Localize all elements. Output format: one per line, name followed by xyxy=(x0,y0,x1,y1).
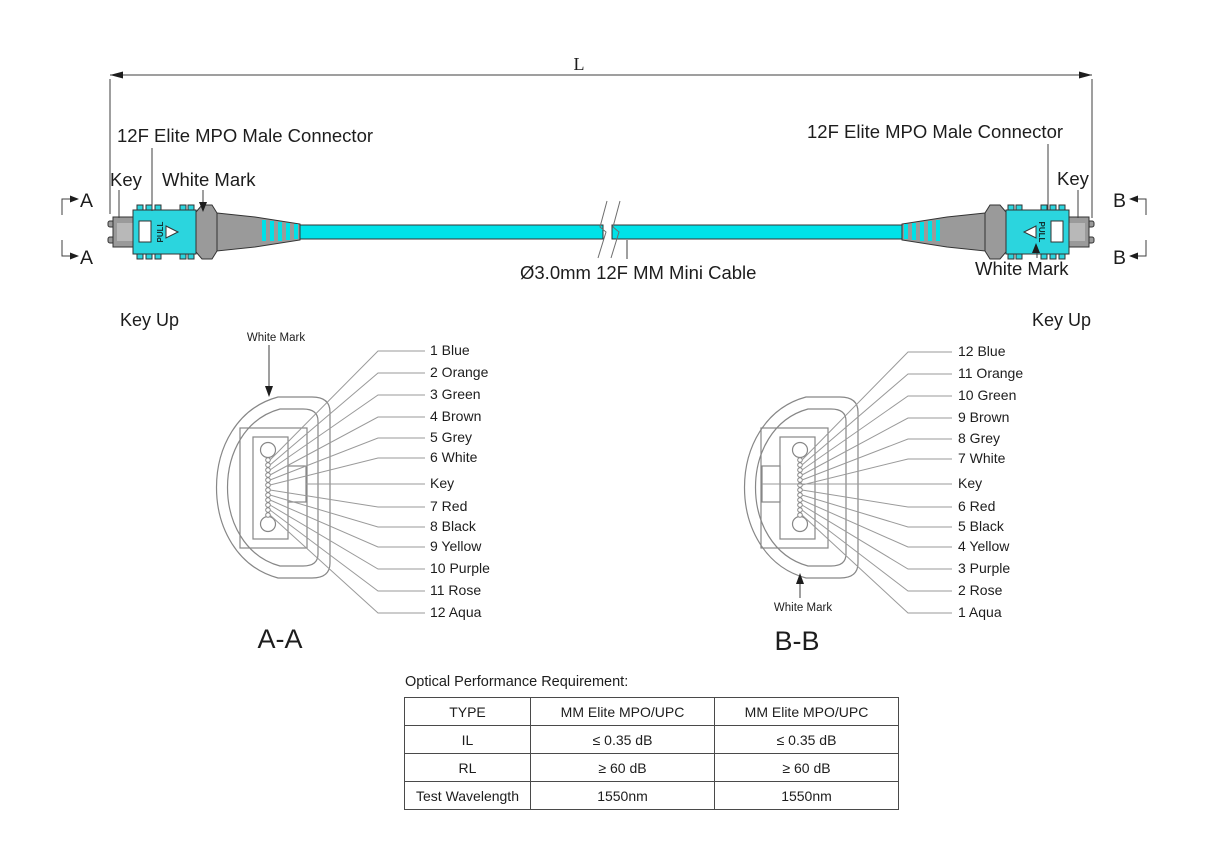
row-label-cell: Test Wavelength xyxy=(405,782,531,810)
section-b-bottom-label: B xyxy=(1113,247,1127,269)
header-cell: MM Elite MPO/UPC xyxy=(531,698,715,726)
left-ferrule-face xyxy=(117,223,135,241)
aa-label-6: 6 White xyxy=(430,449,478,465)
bb-label-key: Key xyxy=(958,475,983,491)
aa-label-4: 4 Brown xyxy=(430,408,482,424)
left-collar xyxy=(196,205,217,259)
value-cell: ≤ 0.35 dB xyxy=(715,726,899,754)
left-connector xyxy=(108,205,300,259)
value-cell: ≥ 60 dB xyxy=(531,754,715,782)
length-label: L xyxy=(573,54,585,74)
aa-label-2: 2 Orange xyxy=(430,364,489,380)
right-connector-label: 12F Elite MPO Male Connector xyxy=(807,121,1064,142)
section-b-top-label: B xyxy=(1113,190,1127,212)
right-collar xyxy=(985,205,1006,259)
bb-fiber-labels xyxy=(958,343,1023,620)
aa-label-key: Key xyxy=(430,475,455,491)
bb-label-8: 8 Grey xyxy=(958,430,1001,446)
aa-caption: A-A xyxy=(257,624,303,654)
left-callouts xyxy=(110,125,373,218)
performance-table-section xyxy=(404,674,896,810)
aa-label-10: 10 Purple xyxy=(430,560,490,576)
section-a-top-label: A xyxy=(80,190,94,212)
bb-label-9: 9 Brown xyxy=(958,409,1010,425)
left-connector-label: 12F Elite MPO Male Connector xyxy=(117,125,374,146)
aa-label-8: 8 Black xyxy=(430,518,476,534)
bb-guide-hole-bottom xyxy=(793,517,808,532)
dimension-arrow-right-icon xyxy=(1079,72,1092,79)
bb-fiber-dots xyxy=(798,458,803,518)
table-row xyxy=(405,754,899,782)
bb-label-4: 4 Yellow xyxy=(958,538,1010,554)
section-a-bottom-label: A xyxy=(80,247,94,269)
aa-label-7: 7 Red xyxy=(430,498,468,514)
cable-right-segment xyxy=(612,225,902,239)
aa-label-1: 1 Blue xyxy=(430,342,470,358)
value-cell: 1550nm xyxy=(531,782,715,810)
performance-table xyxy=(404,697,899,810)
bb-end-view xyxy=(745,310,1092,656)
bb-label-2: 2 Rose xyxy=(958,582,1003,598)
right-ferrule-face xyxy=(1067,223,1085,241)
bb-white-mark-label: White Mark xyxy=(773,602,833,614)
dimension-arrow-left-icon xyxy=(110,72,123,79)
performance-table-title: Optical Performance Requirement: xyxy=(405,674,629,690)
header-cell: TYPE xyxy=(405,698,531,726)
row-label-cell: IL xyxy=(405,726,531,754)
aa-end-view xyxy=(120,310,490,654)
aa-white-mark-arrow-icon xyxy=(265,386,273,397)
value-cell: ≤ 0.35 dB xyxy=(531,726,715,754)
bb-key-up-label: Key Up xyxy=(1032,310,1092,330)
bb-label-3: 3 Purple xyxy=(958,560,1011,576)
left-pull-label: PULL xyxy=(156,221,165,243)
bb-label-5: 5 Black xyxy=(958,518,1004,534)
bb-label-10: 10 Green xyxy=(958,387,1017,403)
left-white-mark-label: White Mark xyxy=(162,169,256,190)
aa-label-11: 11 Rose xyxy=(430,582,482,598)
right-white-mark-label: White Mark xyxy=(975,258,1069,279)
cable-left-segment xyxy=(300,225,603,239)
header-cell: MM Elite MPO/UPC xyxy=(715,698,899,726)
right-white-mark xyxy=(1051,221,1063,242)
table-row xyxy=(405,782,899,810)
right-connector xyxy=(902,205,1094,259)
aa-guide-hole-top xyxy=(261,443,276,458)
aa-key-tab xyxy=(288,466,306,502)
bb-guide-hole-top xyxy=(793,443,808,458)
bb-label-1: 1 Aqua xyxy=(958,604,1002,620)
aa-label-5: 5 Grey xyxy=(430,429,473,445)
right-key-label: Key xyxy=(1057,168,1089,189)
left-key-label: Key xyxy=(110,169,142,190)
table-header-row xyxy=(405,698,899,726)
bb-label-6: 6 Red xyxy=(958,498,996,514)
value-cell: ≥ 60 dB xyxy=(715,754,899,782)
aa-ferrule-face xyxy=(253,437,288,539)
aa-guide-hole-bottom xyxy=(261,517,276,532)
aa-label-9: 9 Yellow xyxy=(430,538,482,554)
row-label-cell: RL xyxy=(405,754,531,782)
bb-label-12: 12 Blue xyxy=(958,343,1006,359)
aa-key-up-label: Key Up xyxy=(120,310,180,330)
aa-fiber-dots xyxy=(266,458,271,518)
bb-caption: B-B xyxy=(774,626,820,656)
aa-label-12: 12 Aqua xyxy=(430,604,482,620)
left-white-mark xyxy=(139,221,151,242)
aa-outer-shell xyxy=(217,397,331,578)
aa-fiber-labels xyxy=(430,342,490,620)
aa-white-mark-label: White Mark xyxy=(246,332,306,344)
table-row xyxy=(405,726,899,754)
bb-label-11: 11 Orange xyxy=(958,365,1024,381)
cable-label: Ø3.0mm 12F MM Mini Cable xyxy=(520,262,757,283)
bb-leader-lines xyxy=(762,352,952,613)
cable xyxy=(300,201,902,283)
aa-label-3: 3 Green xyxy=(430,386,481,402)
right-pull-label: PULL xyxy=(1037,221,1046,243)
bb-label-7: 7 White xyxy=(958,450,1006,466)
value-cell: 1550nm xyxy=(715,782,899,810)
